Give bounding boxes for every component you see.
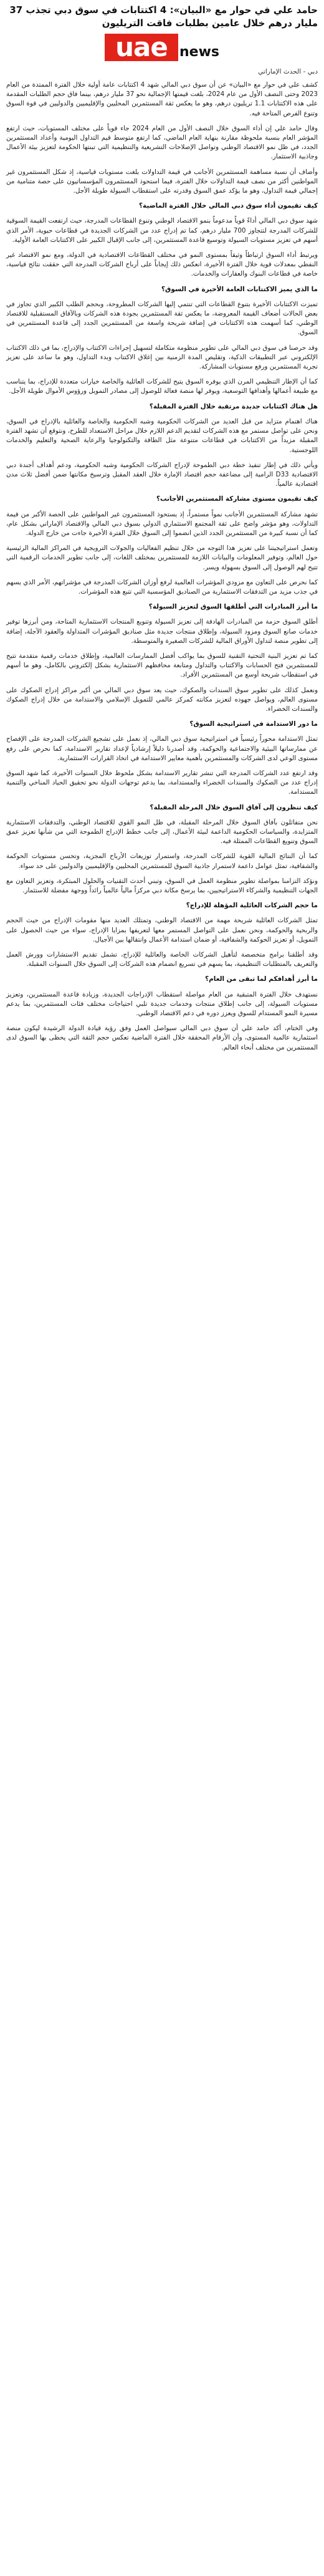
article-paragraph: وقال حامد علي إن أداء السوق خلال النصف الأول من العام 2024 جاء قوياً على مختلف المستويات، حيث ارتفع المؤشر العام بنسبة ملحوظة مقارنة بنهاية العام الماضي، كما ارتفع متوسط قيم التداول اليومية وأعداد المستثمرين الجدد، في ظل نمو الاقتصاد الوطني وتواصل الإصلاحات التشريعية والتنظيمية التي تبنتها الحكومة لتعزيز بيئة الأعمال وجاذبية الاستثمار.: [6, 124, 318, 161]
article-paragraph: وفي الختام، أكد حامد علي أن سوق دبي المالي سيواصل العمل وفق رؤية قيادة الدولة الرشيدة ليكون منصة استثمارية عالمية المستوى، وأن الأرقام المحققة خلال الفترة الماضية تعكس حجم الثقة التي يحظى بها السوق لدى المستثمرين من مختلف أنحاء العالم.: [6, 1025, 318, 1051]
article-paragraph: ونعمل كذلك على تطوير سوق السندات والصكوك، حيث يعد سوق دبي المالي من أكبر مراكز إدراج الصكوك على مستوى العالم، ويواصل جهوده لتعزيز مكانته كمركز عالمي للتمويل الإسلامي والاستدامة من خلال إدراج الصكوك والسندات الخضراء.: [6, 686, 318, 713]
article-paragraph: ونؤكد التزامنا بمواصلة تطوير منظومة العمل في السوق، وتبني أحدث التقنيات والحلول المبتكرة، وتعزيز التعاون مع الجهات التنظيمية والشركاء الاستراتيجيين، بما يرسخ مكانة دبي مركزاً مالياً عالمياً رائداً ووجهة مفضلة للاستثمار.: [6, 877, 318, 895]
article-paragraph: كشف علي في حوار مع «البيان» عن أن سوق دبي المالي شهد 4 اكتتابات عامة أولية خلال الفترة الممتدة من العام 2023 وحتى النصف الأول من عام 2024، بلغت قيمتها الإجمالية نحو 37 مليار درهم، بينما فاق حجم الطلبات المقدمة على هذه الاكتتابات 1.1 تريليون درهم، وهو ما يعكس ثقة المستثمرين المحليين والإقليميين والدوليين في قوة السوق وتنوع الفرص المتاحة فيه.: [6, 81, 318, 117]
article-paragraph: أطلق السوق حزمة من المبادرات الهادفة إلى تعزيز السيولة وتنويع المنتجات الاستثمارية المتاحة، ومن أبرزها توفير خدمات صانع السوق ومزود السيولة، وإطلاق منتجات جديدة مثل صناديق المؤشرات المتداولة والعقود الآجلة، إضافة إلى تطوير منصة لتداول الأوراق المالية للشركات الصغيرة والمتوسطة.: [6, 618, 318, 645]
article-question: ما أبرز أهدافكم لما تبقى من العام؟: [205, 975, 318, 983]
article-paragraph: وقد أطلقنا برامج متخصصة لتأهيل الشركات الخاصة والعائلية للإدراج، تشمل تقديم الاستشارات وورش العمل والتعريف بالمتطلبات التنظيمية، بما يسهم في تسريع انضمام هذه الشركات إلى السوق خلال السنوات المقبلة.: [6, 951, 318, 968]
article-paragraph: هناك اهتمام متزايد من قبل العديد من الشركات الحكومية وشبه الحكومية والخاصة والعائلية بالإدراج في السوق، ونحن على تواصل مستمر مع هذه الشركات لتقديم الدعم اللازم خلال مراحل الاستعداد للطرح، ونتوقع أن تشهد الفترة المقبلة مزيداً من الاكتتابات في قطاعات متنوعة مثل الطاقة والتكنولوجيا والرعاية الصحية والتعليم والخدمات اللوجستية.: [6, 417, 318, 454]
uae-news-logo[interactable]: [105, 34, 219, 61]
article-question: ما دور الاستدامة في استراتيجية السوق؟: [189, 720, 318, 728]
article-question: هل هناك اكتتابات جديدة مرتقبة خلال الفترة المقبلة؟: [149, 402, 318, 410]
logo-suffix: news: [179, 44, 220, 60]
article-question: كيف تقيمون أداء سوق دبي المالي خلال الفترة الماضية؟: [139, 202, 318, 210]
article-paragraph: وأضاف أن نسبة مساهمة المستثمرين الأجانب في قيمة التداولات بلغت مستويات قياسية، إذ شكل المستثمرون غير المواطنين أكثر من نصف قيمة التداولات خلال الفترة، فيما استحوذ المستثمرون المؤسساتيون على حصة متنامية من إجمالي قيمة التداول، وهو ما يؤكد عمق السوق وقدرته على استقطاب السيولة طويلة الأجل.: [6, 168, 318, 195]
article-paragraph: كما تم تعزيز البنية التحتية التقنية للسوق بما يواكب أفضل الممارسات العالمية، وإطلاق خدمات رقمية متقدمة تتيح للمستثمرين فتح الحسابات والاكتتاب والتداول ومتابعة محافظهم الاستثمارية بشكل إلكتروني بالكامل، وهو ما أسهم في استقطاب شريحة أوسع من المستثمرين الأفراد.: [6, 652, 318, 679]
logo-brand: uae: [105, 34, 178, 61]
article-paragraph: وقد ارتفع عدد الشركات المدرجة التي تنشر تقارير الاستدامة بشكل ملحوظ خلال السنوات الأخيرة، كما شهد السوق إدراج عدد من الصكوك والسندات الخضراء والمستدامة، بما يدعم توجهات الدولة نحو تحقيق الحياد المناخي والتنمية المستدامة.: [6, 769, 318, 796]
article-question: كيف تنظرون إلى آفاق السوق خلال المرحلة المقبلة؟: [150, 803, 318, 811]
article-body: [6, 80, 318, 1053]
article-paragraph: نحن متفائلون بآفاق السوق خلال المرحلة المقبلة، في ظل النمو القوي للاقتصاد الوطني، والتدفقات الاستثمارية المتزايدة، والسياسات الحكومية الداعمة لبيئة الأعمال، إلى جانب خطط الإدراج الطموحة التي من شأنها تعزيز عمق السوق وتنويع القطاعات الممثلة فيه.: [6, 818, 318, 846]
article-paragraph: نستهدف خلال الفترة المتبقية من العام مواصلة استقطاب الإدراجات الجديدة، وزيادة قاعدة المستثمرين، وتعزيز مستويات السيولة، إلى جانب إطلاق منتجات وخدمات جديدة تلبي احتياجات مختلف فئات المستثمرين، بما يدعم مسيرة النمو المستدام للسوق ويعزز دوره في دعم الاقتصاد الوطني.: [6, 990, 318, 1018]
article-paragraph: وقد حرصنا في سوق دبي المالي على تطوير منظومة متكاملة لتسهيل إجراءات الاكتتاب والإدراج، بما في ذلك الاكتتاب الإلكتروني عبر التطبيقات الذكية، وتقليص المدة الزمنية بين إغلاق الاكتتاب وبدء التداول، وهو ما ساعد على تعزيز تجربة المستثمرين ورفع مستويات المشاركة.: [6, 344, 318, 371]
article-paragraph: شهد سوق دبي المالي أداءً قوياً مدعوماً بنمو الاقتصاد الوطني وتنوع القطاعات المدرجة، حيث ارتفعت القيمة السوقية للشركات المدرجة لتتجاوز 700 مليار درهم، كما تم إدراج عدد من الشركات الجديدة في قطاعات حيوية، الأمر الذي أسهم في تعزيز مستويات السيولة وتوسيع قاعدة المستثمرين، إلى جانب الإقبال الكبير على الاكتتابات العامة الأولية.: [6, 217, 318, 244]
article-paragraph: تمثل الاستدامة محوراً رئيسياً في استراتيجية سوق دبي المالي، إذ نعمل على تشجيع الشركات المدرجة على الإفصاح عن ممارساتها البيئية والاجتماعية والحوكمة، وقد أصدرنا دليلاً إرشادياً لإعداد تقارير الاستدامة، كما نحرص على رفع مستوى الوعي لدى الشركات والمستثمرين بأهمية معايير الاستدامة في اتخاذ القرارات الاستثمارية.: [6, 735, 318, 762]
article-paragraph: تمثل الشركات العائلية شريحة مهمة من الاقتصاد الوطني، وتمتلك العديد منها مقومات الإدراج من حيث الحجم والربحية والحوكمة، ونحن نعمل على التواصل المستمر معها لتعريفها بمزايا الإدراج، سواء من حيث الحصول على التمويل، أو تعزيز الحوكمة والشفافية، أو ضمان استدامة الأعمال وانتقالها بين الأجيال.: [6, 917, 318, 943]
article-question: كيف تقيمون مستوى مشاركة المستثمرين الأجانب؟: [156, 495, 318, 503]
article-headline: حامد علي في حوار مع «البيان»: 4 اكتتابات في سوق دبي تجذب 37 مليار درهم خلال عامين بطلبات فاقت التريليون: [9, 4, 318, 29]
article-paragraph: ويأتي ذلك في إطار تنفيذ خطة دبي الطموحة لإدراج الشركات الحكومية وشبه الحكومية، ودعم أهداف أجندة دبي الاقتصادية D33 الرامية إلى مضاعفة حجم اقتصاد الإمارة خلال العقد المقبل وترسيخ مكانتها ضمن أفضل ثلاث مدن اقتصادية عالمياً.: [6, 461, 318, 488]
article-question: ما أبرز المبادرات التي أطلقها السوق لتعزيز السيولة؟: [148, 603, 318, 611]
article-paragraph: تشهد مشاركة المستثمرين الأجانب نمواً مستمراً، إذ يستحوذ المستثمرون غير المواطنين على الحصة الأكبر من قيمة التداولات، وهو مؤشر واضح على ثقة المجتمع الاستثماري الدولي بسوق دبي المالي والاقتصاد الإماراتي بشكل عام، كما أن نسبة كبيرة من المستثمرين الجدد الذين انضموا إلى السوق خلال الفترة الأخيرة جاءت من خارج الدولة.: [6, 510, 318, 537]
article-paragraph: كما أن الإطار التنظيمي المرن الذي يوفره السوق يتيح للشركات العائلية والخاصة خيارات متعددة للإدراج، بما يتناسب مع طبيعة أعمالها وأهدافها التوسعية، ويوفر لها منصة فعالة للوصول إلى مصادر التمويل ورؤوس الأموال طويلة الأجل.: [6, 378, 318, 395]
article-paragraph: وتعمل استراتيجيتنا على تعزيز هذا التوجه من خلال تنظيم الفعاليات والجولات الترويجية في المراكز المالية الرئيسية حول العالم، وتوفير المعلومات والبيانات اللازمة للمستثمرين بمختلف اللغات، إلى جانب تطوير الخدمات الرقمية التي تتيح لهم الوصول إلى السوق بسهولة ويسر.: [6, 544, 318, 571]
article-paragraph: كما نحرص على التعاون مع مزودي المؤشرات العالمية لرفع أوزان الشركات المدرجة في مؤشراتهم، الأمر الذي يسهم في جذب مزيد من التدفقات الاستثمارية من الصناديق المؤسسية التي تتبع هذه المؤشرات.: [6, 578, 318, 596]
article-question: ما الذي يميز الاكتتابات العامة الأخيرة في السوق؟: [161, 285, 318, 293]
article-question: ما حجم الشركات العائلية المؤهلة للإدراج؟: [186, 902, 318, 910]
article-paragraph: تميزت الاكتتابات الأخيرة بتنوع القطاعات التي تنتمي إليها الشركات المطروحة، وبحجم الطلب الكبير الذي تجاوز في بعض الحالات أضعاف القيمة المعروضة، ما يعكس ثقة المستثمرين بجودة هذه الشركات وبالآفاق المستقبلية للاقتصاد الوطني، كما أسهمت هذه الاكتتابات في إضافة شريحة واسعة من المستثمرين الجدد إلى قاعدة المستثمرين في السوق.: [6, 300, 318, 337]
article-byline: دبي - الحدث الإماراتي: [258, 68, 318, 75]
article-paragraph: ويرتبط أداء السوق ارتباطاً وثيقاً بمستوى النمو في مختلف القطاعات الاقتصادية في الدولة، ومع نمو الاقتصاد غير النفطي بمعدلات قوية خلال الفترة الأخيرة، انعكس ذلك إيجاباً على أرباح الشركات المدرجة التي حققت نتائج قياسية، خاصة في قطاعات البنوك والعقارات والخدمات.: [6, 251, 318, 278]
article-paragraph: كما أن النتائج المالية القوية للشركات المدرجة، واستمرار توزيعات الأرباح المجزية، وتحسن مستويات الحوكمة والشفافية، تمثل عوامل داعمة لاستمرار جاذبية السوق للمستثمرين المحليين والإقليميين والدوليين على حد سواء.: [6, 852, 318, 870]
logo-row: [6, 34, 318, 61]
